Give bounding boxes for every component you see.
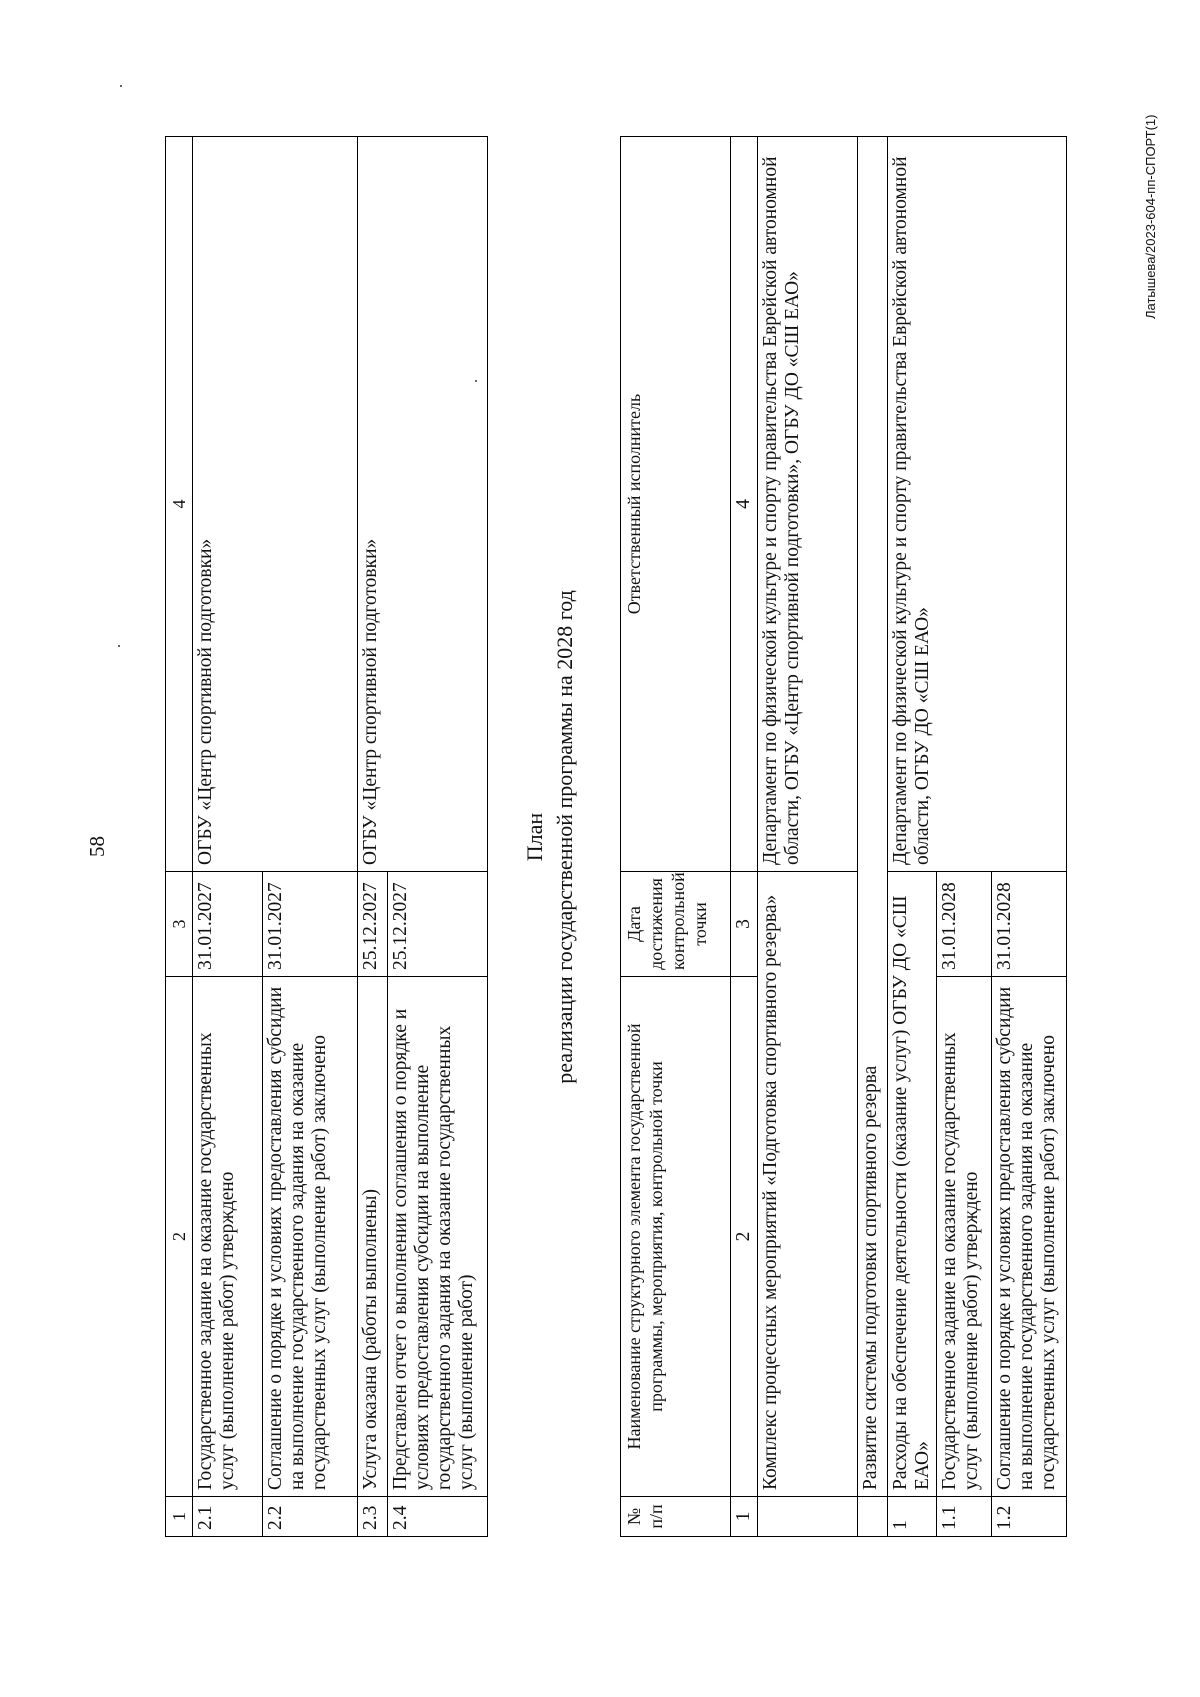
row-number: 2.3 — [358, 1497, 388, 1537]
plan-table-2028 — [620, 136, 1067, 1537]
checkpoint-name: Государственное задание на оказание государственных услуг (выполнение работ) утверждено — [193, 977, 263, 1497]
checkpoint-name: Соглашение о порядке и условиях предоставления субсидии на выполнение государственного задания на оказание государственных услуг (выполнение работ) заключено — [263, 977, 358, 1497]
plan-title-line-1: План — [522, 812, 547, 862]
table-header-row — [621, 137, 731, 1537]
index-cell: 4 — [731, 137, 758, 872]
row-number: 2.2 — [263, 1497, 358, 1537]
table-row — [193, 137, 263, 1537]
row-number — [858, 1497, 888, 1537]
event-row — [888, 137, 937, 1537]
checkpoint-date: 25.12.2027 — [388, 872, 488, 977]
index-cell: 1 — [731, 1497, 758, 1537]
header-date: Дата достижения контрольной точки — [621, 872, 731, 977]
complex-name: Комплекс процессных мероприятий «Подготовка спортивного резерва» — [758, 872, 858, 1497]
plan-title-line-2: реализации государственной программы на 2028 год — [552, 590, 577, 1084]
header-cell: 3 — [166, 872, 193, 977]
checkpoint-name: Государственное задание на оказание государственных услуг (выполнение работ) утверждено — [937, 977, 992, 1497]
checkpoint-date: 31.01.2028 — [992, 872, 1067, 977]
table-header-row — [166, 137, 193, 1537]
responsible-executor: Департамент по физической культуре и спорту правительства Еврейской автономной области, ОГБУ ДО «СШ ЕАО» — [888, 137, 1067, 872]
task-name: Развитие системы подготовки спортивного резерва — [858, 137, 888, 1497]
header-cell: 2 — [166, 977, 193, 1497]
plan-title — [520, 137, 580, 1537]
checkpoints-table-2027 — [165, 136, 488, 1537]
header-name: Наименование структурного элемента государственной программы, мероприятия, контрольной точки — [621, 977, 731, 1497]
checkpoint-name: Услуга оказана (работы выполнены) — [358, 977, 388, 1497]
checkpoint-date: 31.01.2027 — [193, 872, 263, 977]
index-cell: 2 — [731, 977, 758, 1497]
checkpoint-date: 25.12.2027 — [358, 872, 388, 977]
responsible-executor: ОГБУ «Центр спортивной подготовки» — [193, 137, 358, 872]
row-number: 2.4 — [388, 1497, 488, 1537]
responsible-executor: ОГБУ «Центр спортивной подготовки» — [358, 137, 488, 872]
header-num: № п/п — [621, 1497, 731, 1537]
scan-speck — [120, 85, 122, 87]
row-number: 1.1 — [937, 1497, 992, 1537]
header-executor: Ответственный исполнитель — [621, 137, 731, 872]
event-name: Расходы на обеспечение деятельности (оказание услуг) ОГБУ ДО «СШ ЕАО» — [888, 872, 937, 1497]
scan-speck — [118, 645, 120, 647]
checkpoint-date: 31.01.2027 — [263, 872, 358, 977]
complex-row — [758, 137, 858, 1537]
checkpoint-name: Представлен отчет о выполнении соглашения о порядке и условиях предоставления субсидии на выполнение государственного задания на оказание государственных услуг (выполнение работ) — [388, 977, 488, 1497]
row-number: 1.2 — [992, 1497, 1067, 1537]
document-footer: Латышева/2023-604-пп-СПОРТ(1) — [1143, 114, 1158, 319]
row-number: 1 — [888, 1497, 937, 1537]
index-row — [731, 137, 758, 1537]
index-cell: 3 — [731, 872, 758, 977]
checkpoint-name: Соглашение о порядке и условиях предоставления субсидии на выполнение государственного задания на оказание государственных услуг (выполнение работ) заключено — [992, 977, 1067, 1497]
page-number: 58 — [85, 836, 109, 857]
row-number: 2.1 — [193, 1497, 263, 1537]
row-number — [758, 1497, 858, 1537]
responsible-executor: Департамент по физической культуре и спорту правительства Еврейской автономной области, ОГБУ «Центр спортивной подготовки», ОГБУ ДО «СШ ЕАО» — [758, 137, 858, 872]
task-row — [858, 137, 888, 1537]
header-cell: 1 — [166, 1497, 193, 1537]
table-row — [358, 137, 388, 1537]
checkpoint-date: 31.01.2028 — [937, 872, 992, 977]
header-cell: 4 — [166, 137, 193, 872]
